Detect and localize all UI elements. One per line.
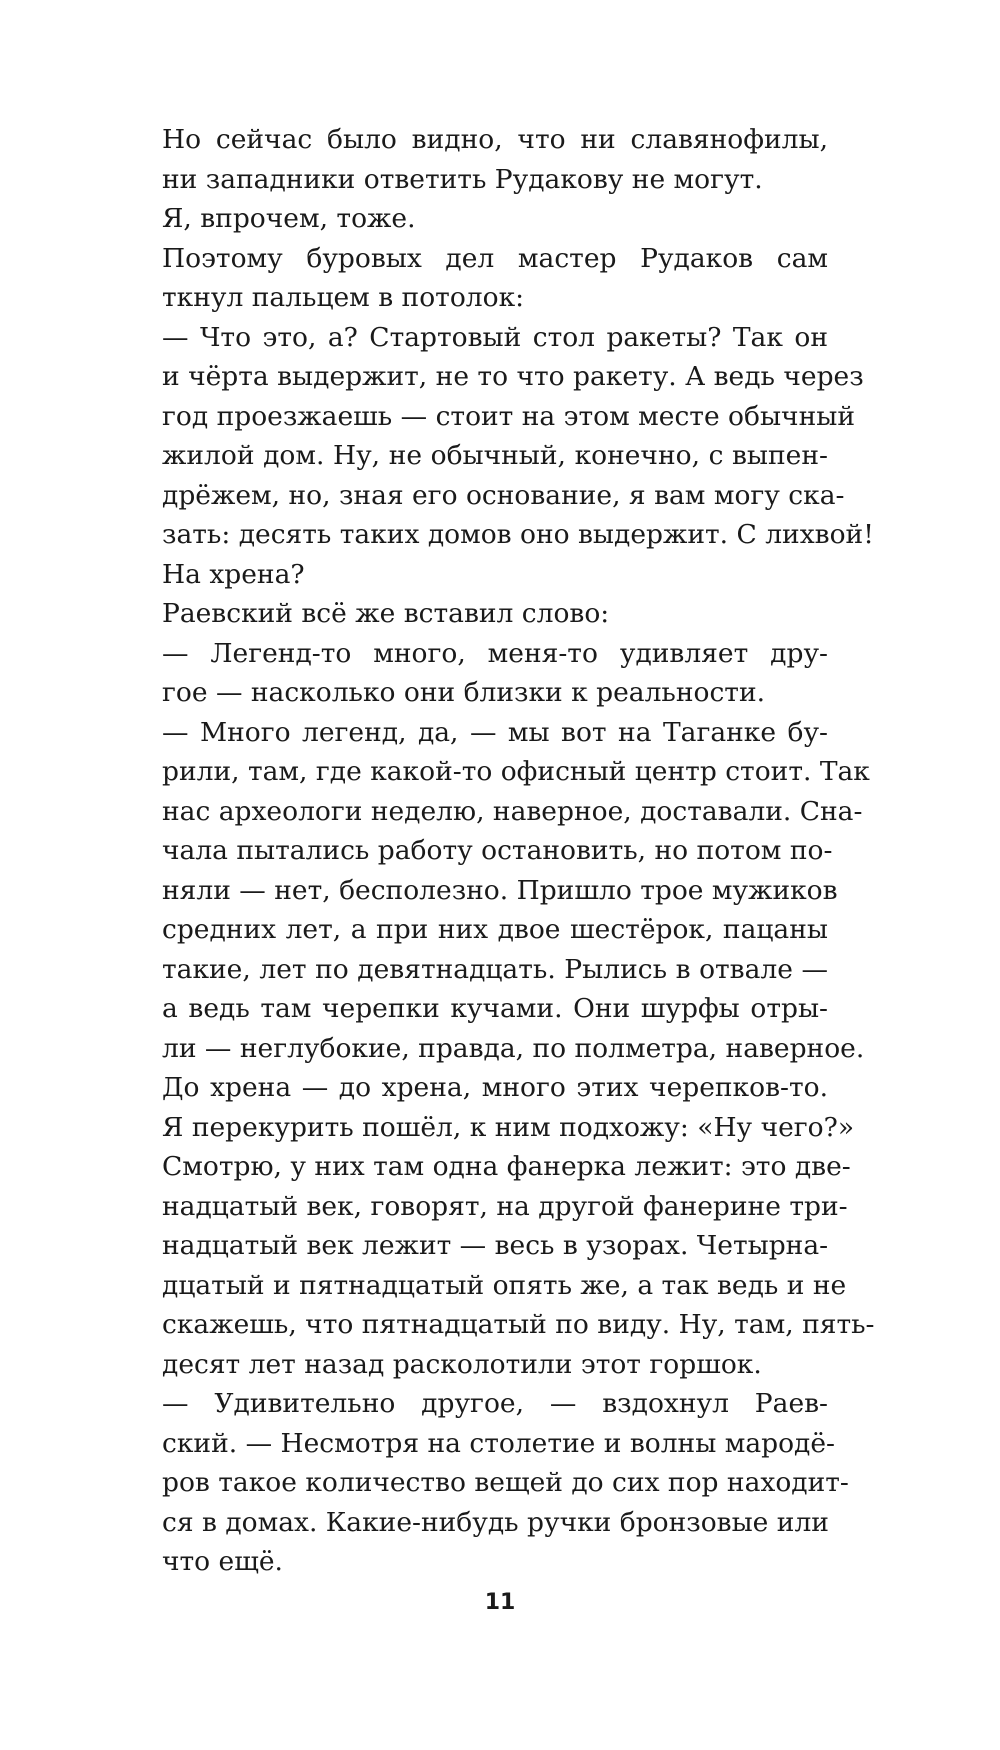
text-line: надцатый век лежит — весь в узорах. Четырна- — [162, 1230, 829, 1261]
text-line: няли — нет, бесполезно. Пришло трое мужиков — [162, 874, 838, 906]
text-line: гое — насколько они близки к реальности. — [162, 677, 766, 708]
text-line: Я, впрочем, тоже. — [162, 203, 416, 234]
text-line: ся в домах. Какие-нибудь ручки бронзовые или — [162, 1506, 829, 1538]
body-text — [162, 120, 875, 1582]
text-line: Я перекурить пошёл, к ним подхожу: «Ну чего?» — [162, 1111, 855, 1143]
text-line: ткнул пальцем в потолок: — [162, 282, 525, 313]
text-line: нас археологи неделю, наверное, доставали. Сна- — [162, 795, 863, 827]
text-line: До хрена — до хрена, много этих черепков-то. — [162, 1072, 828, 1103]
text-line: дцатый и пятнадцатый опять же, а так ведь и не — [162, 1269, 847, 1301]
text-line: ни западники ответить Рудакову не могут. — [162, 163, 763, 195]
text-line: — Много легенд, да, — мы вот на Таганке бу- — [162, 716, 828, 748]
text-line: скажешь, что пятнадцатый по виду. Ну, там, пять- — [162, 1309, 875, 1340]
text-line: Поэтому буровых дел мастер Рудаков сам — [162, 242, 828, 274]
page-number: 11 — [484, 1590, 516, 1615]
text-line: — Легенд-то много, меня-то удивляет дру- — [162, 637, 828, 669]
text-line: жилой дом. Ну, не обычный, конечно, с выпен- — [162, 440, 828, 471]
text-line: Смотрю, у них там одна фанерка лежит: это две- — [162, 1151, 851, 1182]
text-line: что ещё. — [162, 1546, 283, 1577]
text-line: ров такое количество вещей до сих пор находит- — [162, 1467, 849, 1498]
text-line: — Что это, а? Стартовый стол ракеты? Так он — [162, 321, 828, 353]
text-line: год проезжаешь — стоит на этом месте обычный — [162, 400, 855, 432]
text-line: зать: десять таких домов оно выдержит. С лихвой! — [162, 519, 874, 550]
text-line: а ведь там черепки кучами. Они шурфы отры- — [162, 993, 828, 1024]
text-line: и чёрта выдержит, не то что ракету. А ведь через — [162, 361, 864, 392]
text-line: рили, там, где какой-то офисный центр стоит. Так — [162, 756, 870, 787]
text-line: десят лет назад расколотили этот горшок. — [162, 1348, 762, 1380]
text-line: Но сейчас было видно, что ни славянофилы, — [162, 124, 828, 155]
text-line: Раевский всё же вставил слово: — [162, 598, 610, 629]
text-line: ский. — Несмотря на столетие и волны мародё- — [162, 1427, 836, 1459]
text-line: такие, лет по девятнадцать. Рылись в отвале — — [162, 953, 828, 985]
text-line: средних лет, а при них двое шестёрок, пацаны — [162, 914, 828, 945]
text-line: — Удивительно другое, — вздохнул Раев- — [162, 1388, 828, 1419]
text-line: На хрена? — [162, 558, 305, 590]
text-line: ли — неглубокие, правда, по полметра, наверное. — [162, 1032, 865, 1064]
text-line: дрёжем, но, зная его основание, я вам могу ска- — [162, 479, 845, 511]
text-line: надцатый век, говорят, на другой фанерине три- — [162, 1190, 848, 1222]
text-line: чала пытались работу остановить, но потом по- — [162, 835, 833, 866]
